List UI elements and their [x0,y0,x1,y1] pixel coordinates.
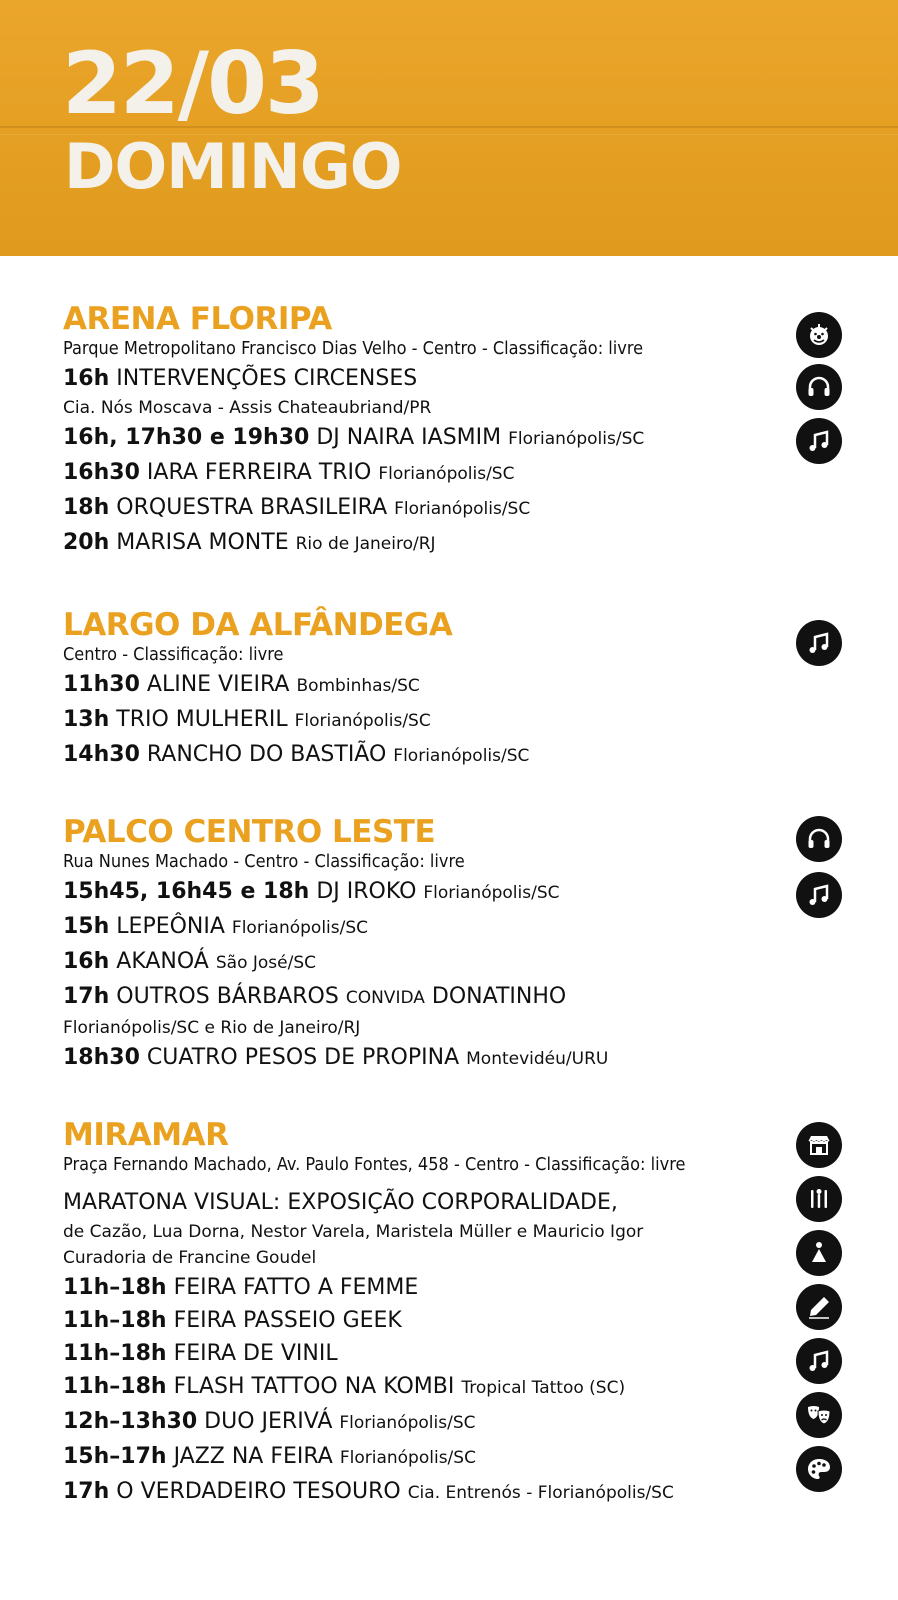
venue-arena-floripa [63,302,783,561]
venue-name: PALCO CENTRO LESTE [63,814,436,850]
venue-name: LARGO DA ALFÂNDEGA [63,607,453,643]
event-time: 15h–17h [63,1444,167,1469]
venue-address: Centro - Classificação: livre [63,644,284,665]
event-origin: Florianópolis/SC [378,464,515,484]
event-row [63,980,783,1015]
event-row [63,456,783,491]
event-time: 17h [63,984,110,1009]
event-origin: Florianópolis/SC [394,499,531,519]
food-utensils-icon [796,1176,842,1222]
event-title: RANCHO DO BASTIÃO [146,742,387,767]
event-title: DJ IROKO [316,879,417,904]
event-row [63,910,783,945]
event-row [63,1304,783,1337]
event-row [63,1440,783,1475]
event-detail: Curadoria de Francine Goudel [63,1248,317,1268]
venue-address: Parque Metropolitano Francisco Dias Velho - Centro - Classificação: livre [63,338,644,359]
event-row [63,738,783,773]
event-row [63,1337,783,1370]
event-title: ORQUESTRA BRASILEIRA [116,495,388,520]
event-origin: Florianópolis/SC [294,711,431,731]
event-title: DJ NAIRA IASMIM [316,425,502,450]
event-row [63,875,783,910]
pen-drawing-icon [796,1284,842,1330]
event-origin: Florianópolis/SC [339,1448,476,1468]
event-row [63,526,783,561]
event-row [63,1370,783,1405]
theater-masks-icon [796,1392,842,1438]
event-origin: São José/SC [215,953,316,973]
event-time: 18h [63,495,110,520]
event-time: 16h [63,949,110,974]
event-row [63,491,783,526]
event-row [63,1405,783,1440]
market-stall-icon [796,1122,842,1168]
music-note-icon [796,418,842,464]
event-title: ALINE VIEIRA [146,672,290,697]
event-title: IARA FERREIRA TRIO [146,460,372,485]
event-title: FEIRA DE VINIL [173,1341,338,1366]
day-title: DOMINGO [64,130,402,203]
event-time: 11h–18h [63,1341,167,1366]
event-title: DUO JERIVÁ [204,1409,333,1434]
venue-name: ARENA FLORIPA [63,301,332,337]
event-connector: CONVIDA [345,988,425,1008]
event-title: JAZZ NA FEIRA [173,1444,333,1469]
event-time: 12h–13h30 [63,1409,198,1434]
event-title: FEIRA FATTO A FEMME [173,1275,419,1300]
event-origin: Florianópolis/SC [508,429,645,449]
event-time: 16h, 17h30 e 19h30 [63,425,310,450]
event-title: O VERDADEIRO TESOURO [116,1479,401,1504]
event-origin: Florianópolis/SC [339,1413,476,1433]
event-title: MARATONA VISUAL: EXPOSIÇÃO CORPORALIDADE, [63,1190,618,1215]
venue-name: MIRAMAR [63,1117,229,1153]
event-time: 16h [63,366,110,391]
event-time: 13h [63,707,110,732]
event-time: 11h–18h [63,1275,167,1300]
music-note-icon [796,1338,842,1384]
header-banner [0,0,898,256]
painter-palette-icon [796,1446,842,1492]
music-note-icon [796,872,842,918]
music-note-icon [796,620,842,666]
event-origin: Florianópolis/SC [231,918,369,938]
date-title: 22/03 [62,34,323,134]
event-row [63,362,783,395]
event-origin: Florianópolis/SC [393,746,530,766]
dance-figure-icon [796,1230,842,1276]
event-row [63,945,783,980]
headphones-icon [796,364,842,410]
event-title: INTERVENÇÕES CIRCENSES [116,366,418,391]
event-detail: Cia. Nós Moscava - Assis Chateaubriand/PR [63,398,432,418]
venue-address: Rua Nunes Machado - Centro - Classificação: livre [63,851,465,872]
venue-address: Praça Fernando Machado, Av. Paulo Fontes, 458 - Centro - Classificação: livre [63,1154,686,1175]
venue-miramar [63,1118,783,1510]
event-time: 15h [63,914,110,939]
event-row [63,1186,783,1219]
event-origin: Tropical Tattoo (SC) [461,1378,626,1398]
event-origin: Florianópolis/SC [423,883,560,903]
event-detail: Florianópolis/SC e Rio de Janeiro/RJ [63,1018,361,1038]
event-time: 11h–18h [63,1374,167,1399]
event-origin: Bombinhas/SC [296,676,420,696]
event-time: 17h [63,1479,110,1504]
event-row [63,668,783,703]
event-origin: Rio de Janeiro/RJ [295,534,436,554]
event-title-guest: DONATINHO [431,984,567,1009]
event-title: OUTROS BÁRBAROS [116,984,339,1009]
headphones-icon [796,816,842,862]
event-time: 15h45, 16h45 e 18h [63,879,310,904]
event-title: CUATRO PESOS DE PROPINA [146,1045,460,1070]
event-title: FLASH TATTOO NA KOMBI [173,1374,455,1399]
event-time: 16h30 [63,460,140,485]
event-title: TRIO MULHERIL [116,707,288,732]
event-row [63,703,783,738]
clown-icon [796,312,842,358]
event-time: 18h30 [63,1045,140,1070]
event-title: AKANOÁ [116,949,209,974]
event-row [63,421,783,456]
event-origin: Cia. Entrenós - Florianópolis/SC [407,1483,674,1503]
event-row [63,1041,783,1076]
event-time: 11h30 [63,672,140,697]
event-time: 14h30 [63,742,140,767]
event-title: FEIRA PASSEIO GEEK [173,1308,402,1333]
event-time: 20h [63,530,110,555]
event-row [63,1475,783,1510]
event-origin: Montevidéu/URU [466,1049,609,1069]
event-time: 11h–18h [63,1308,167,1333]
venue-palco-centro-leste [63,815,783,1076]
venue-largo-da-alfandega [63,608,783,773]
event-title: MARISA MONTE [116,530,289,555]
event-row [63,1271,783,1304]
event-detail: de Cazão, Lua Dorna, Nestor Varela, Maristela Müller e Mauricio Igor [63,1222,644,1242]
event-title: LEPEÔNIA [116,914,225,939]
